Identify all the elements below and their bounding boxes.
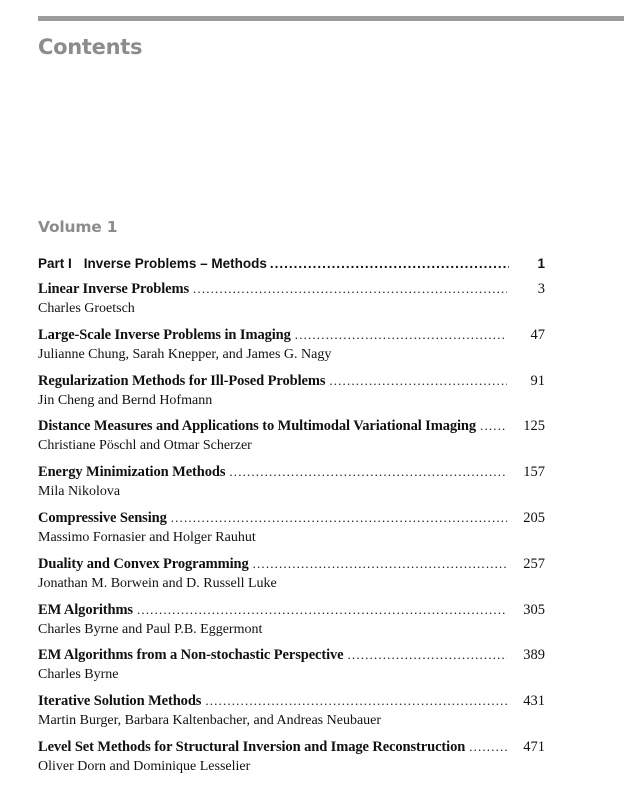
dot-leader [193,281,507,297]
dot-leader [295,327,507,343]
dot-leader [329,373,507,389]
part-page-number: 1 [537,256,545,271]
chapter-authors: Charles Byrne and Paul P.B. Eggermont [38,621,263,637]
chapter-authors: Christiane Pöschl and Otmar Scherzer [38,438,252,454]
chapter-title: Energy Minimization Methods [38,464,226,481]
chapter-title: EM Algorithms from a Non-stochastic Perspective [38,647,344,664]
dot-leader [253,556,507,572]
chapter-title: Regularization Methods for Ill-Posed Problems [38,372,326,389]
page-number: 205 [523,509,545,526]
dot-leader [229,464,507,480]
chapter-title: Large-Scale Inverse Problems in Imaging [38,326,291,343]
page-number: 471 [523,738,545,755]
volume-heading: Volume 1 [38,218,118,236]
chapter-authors: Charles Groetsch [38,301,135,316]
dot-leader [348,647,507,663]
chapter-authors: Jonathan M. Borwein and D. Russell Luke [38,575,277,591]
dot-leader [137,602,507,618]
toc-entry[interactable] [38,373,545,419]
dot-leader [469,739,507,755]
part-row[interactable] [38,256,545,276]
page-number: 3 [537,281,545,297]
chapter-title: Linear Inverse Problems [38,281,190,297]
page-number: 157 [523,464,545,481]
chapter-title: Duality and Convex Programming [38,555,249,572]
dot-leader [480,418,507,434]
chapter-authors: Mila Nikolova [38,484,121,500]
toc-entry[interactable] [38,739,545,785]
chapter-title: EM Algorithms [38,601,133,618]
toc-entry[interactable] [38,327,545,373]
chapter-title: Iterative Solution Methods [38,693,202,710]
toc-entry[interactable] [38,602,545,648]
toc-entry[interactable] [38,510,545,556]
page-number: 389 [523,647,545,664]
page-number: 257 [523,555,545,572]
dot-leader [205,693,507,709]
part-title: Inverse Problems – Methods [83,256,267,271]
chapter-authors: Jin Cheng and Bernd Hofmann [38,392,213,408]
page-number: 125 [523,418,545,435]
toc-entry[interactable] [38,693,545,739]
toc-entry[interactable] [38,418,545,464]
page-number: 91 [530,372,545,389]
chapter-title: Compressive Sensing [38,509,167,526]
toc-list [38,281,545,785]
chapter-authors: Oliver Dorn and Dominique Lesselier [38,758,251,774]
chapter-title: Distance Measures and Applications to Multimodal Variational Imaging [38,418,477,435]
chapter-title: Level Set Methods for Structural Inversion and Image Reconstruction [38,738,466,755]
page-number: 305 [523,601,545,618]
page-title: Contents [38,35,143,59]
toc-entry[interactable] [38,556,545,602]
top-rule [38,16,624,21]
toc-entry[interactable] [38,647,545,693]
chapter-authors: Julianne Chung, Sarah Knepper, and James G. Nagy [38,346,332,362]
page-number: 47 [530,326,545,343]
chapter-authors: Martin Burger, Barbara Kaltenbacher, and Andreas Neubauer [38,713,382,729]
dot-leader [270,256,510,271]
dot-leader [171,510,507,526]
toc-entry[interactable] [38,281,545,327]
chapter-authors: Massimo Fornasier and Holger Rauhut [38,529,256,545]
page-number: 431 [523,693,545,710]
chapter-authors: Charles Byrne [38,667,119,683]
toc-entry[interactable] [38,464,545,510]
part-label: Part I [38,256,72,271]
